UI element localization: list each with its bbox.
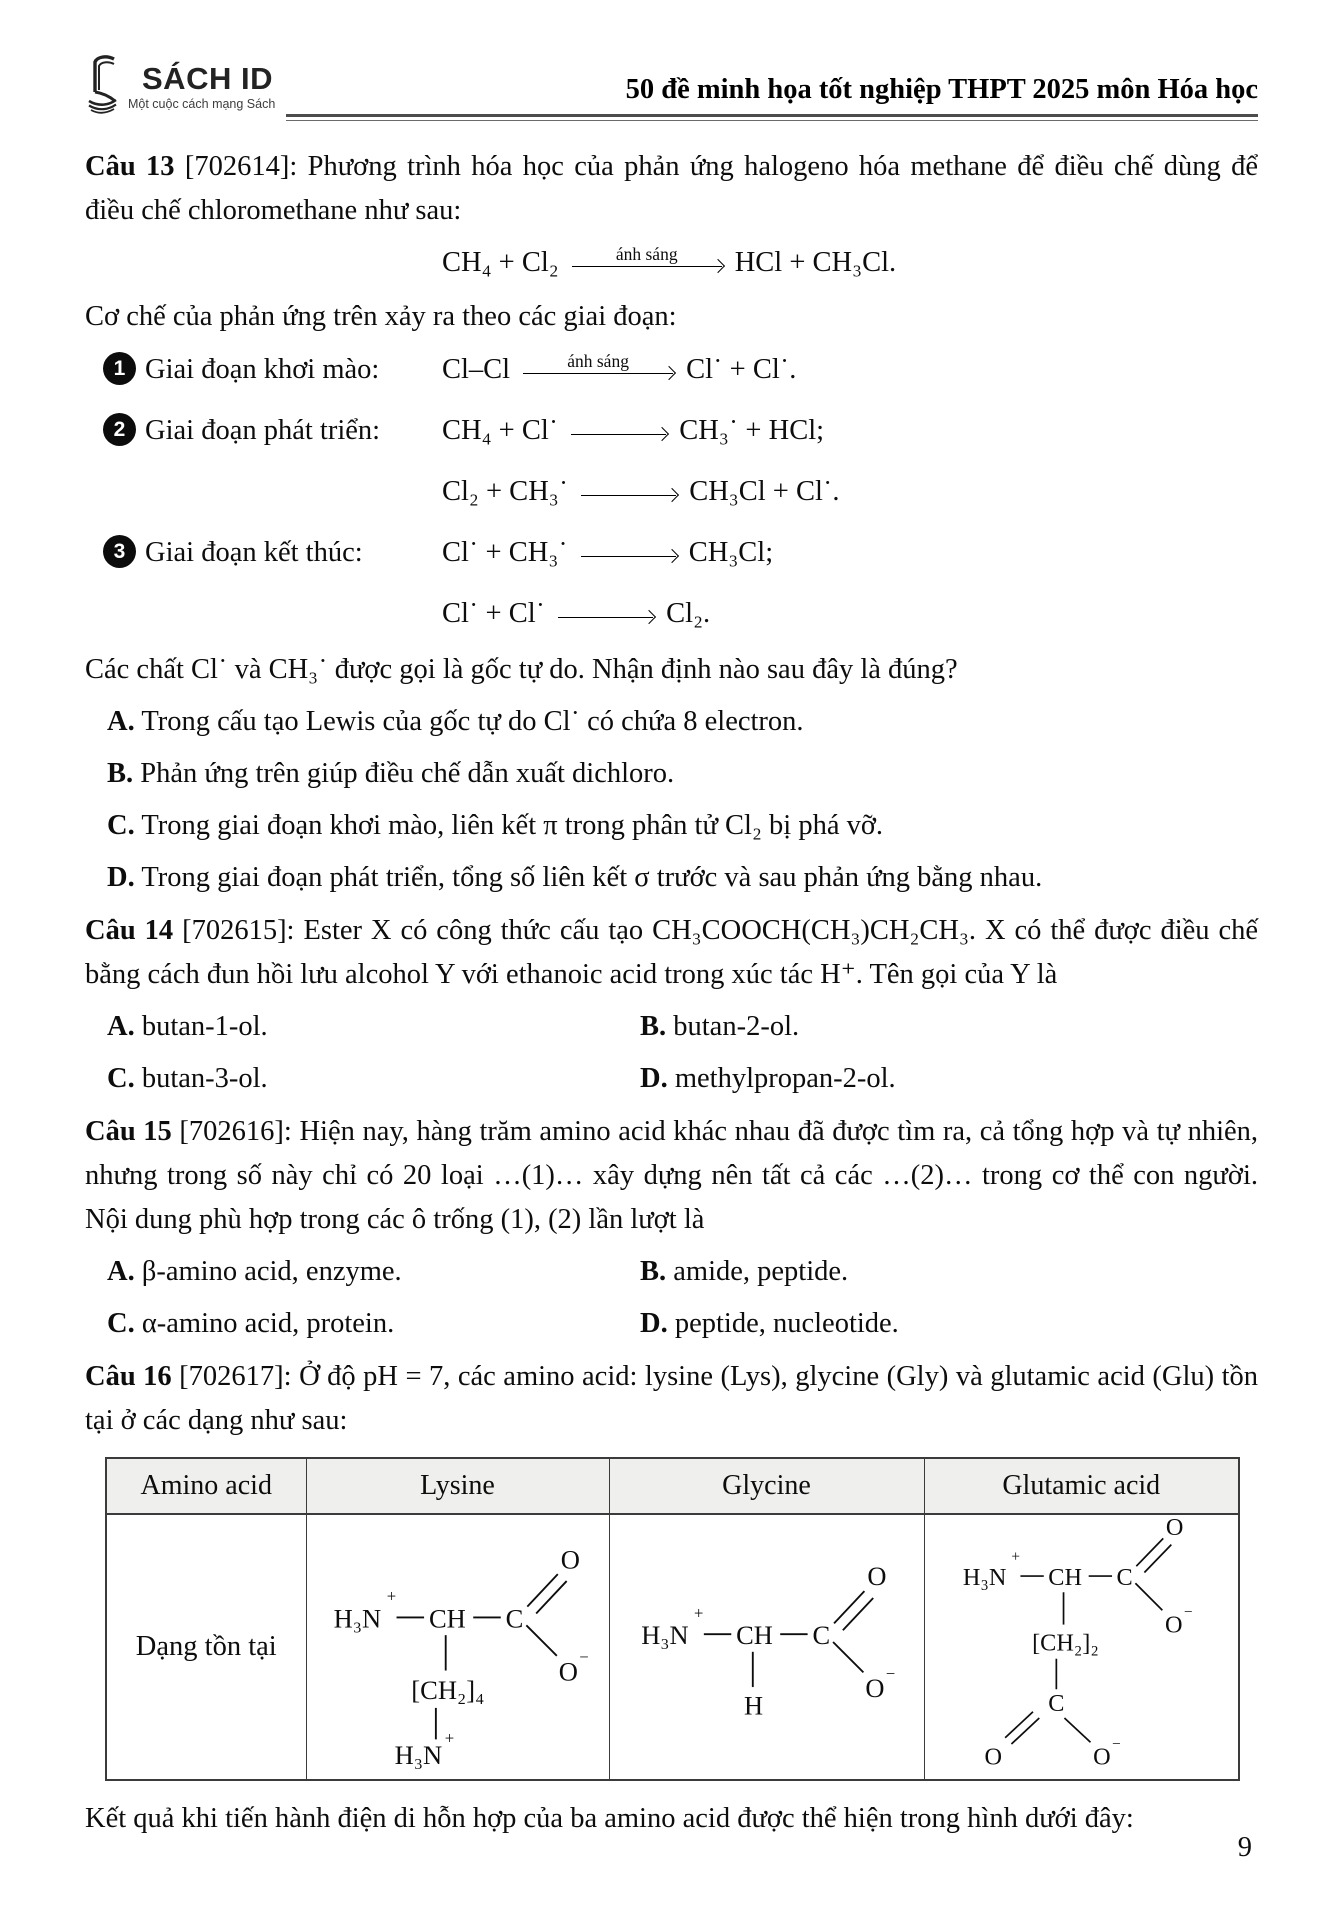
q15-option-b	[618, 1250, 1258, 1294]
question-15	[85, 1110, 1258, 1346]
q13-main-equation	[85, 237, 1258, 289]
q13-option-a	[85, 700, 1258, 744]
stage-1-badge	[103, 352, 136, 385]
plus-charge: +	[386, 1586, 397, 1606]
sach-id-logo	[85, 52, 275, 114]
option-text: α-amino acid, protein.	[141, 1308, 395, 1339]
stage-2b-eq-right: CH₃Cl + Cl˙.	[689, 475, 840, 507]
lysine-chain-label: [CH₂]₄	[411, 1675, 485, 1706]
option-letter: C.	[107, 1308, 135, 1339]
stage-3b-eq-right: Cl₂.	[666, 597, 711, 629]
glutamic-o-label: O	[1165, 1515, 1184, 1541]
glutamic-h3n-label: H₃N	[962, 1564, 1007, 1592]
stage-3-badge	[103, 535, 136, 568]
arrow-condition-label: ánh sáng	[615, 244, 678, 264]
q14-option-c	[85, 1057, 618, 1101]
arrow-condition-label: ánh sáng	[567, 350, 629, 371]
lysine-h3n-label: H₃N	[333, 1603, 382, 1634]
stage-2-equation	[442, 400, 824, 461]
stage-2-equation-2	[442, 461, 840, 522]
reaction-arrow-labeled	[572, 246, 722, 280]
q14-code: [702615]:	[182, 915, 295, 946]
page-number: 9	[1237, 1832, 1252, 1863]
option-text: Trong giai đoạn khơi mào, liên kết π trong phân tử Cl₂ bị phá vỡ.	[141, 810, 884, 841]
main-eq-right: HCl + CH₃Cl.	[734, 247, 897, 278]
q15-option-a	[85, 1250, 618, 1294]
main-eq-left: CH₄ + Cl₂	[442, 247, 559, 278]
right-arrow-icon	[558, 617, 653, 618]
logo-title: SÁCH ID	[142, 61, 273, 96]
glycine-ch-label: CH	[736, 1619, 773, 1650]
stage-3-row	[85, 522, 1258, 583]
option-letter: D.	[640, 1308, 668, 1339]
q16-intro-text: Ở độ pH = 7, các amino acid: lysine (Lys), glycine (Gly) và glutamic acid (Glu) tồn tại ở các dạng như sau:	[85, 1361, 1259, 1436]
stage-3-label: Giai đoạn kết thúc:	[145, 537, 363, 568]
glutamic-acid-structure	[934, 1515, 1229, 1771]
stage-1-number: 1	[113, 356, 126, 380]
lysine-ch-label: CH	[428, 1603, 466, 1634]
lysine-o-minus-label: O	[558, 1656, 578, 1687]
glutamic-c-label: C	[1116, 1564, 1133, 1592]
col-header-lysine: Lysine	[306, 1458, 609, 1514]
stage-1-row	[85, 339, 1258, 400]
lysine-c-label: C	[505, 1603, 524, 1634]
stage-3-eq-right: CH₃Cl;	[688, 536, 774, 568]
option-text: methylpropan-2-ol.	[674, 1063, 896, 1094]
stage-2-row	[85, 400, 1258, 461]
row-label-cell: Dạng tồn tại	[106, 1514, 306, 1780]
stage-1-eq-right: Cl˙ + Cl˙.	[686, 353, 797, 385]
q13-number: Câu 13	[85, 151, 175, 182]
minus-charge: −	[885, 1664, 896, 1684]
reaction-arrow-labeled	[523, 350, 673, 387]
logo-text	[128, 52, 276, 111]
q14-option-a	[85, 1005, 618, 1049]
reaction-arrow	[581, 536, 676, 570]
right-arrow-icon	[571, 434, 666, 435]
option-letter: C.	[107, 810, 135, 841]
lysine-structure-cell	[306, 1514, 609, 1780]
q16-code: [702617]:	[179, 1361, 292, 1392]
question-13	[85, 145, 1258, 900]
stage-3b-eq-left: Cl˙ + Cl˙	[442, 597, 546, 629]
q16-intro	[85, 1355, 1258, 1443]
logo-tagline: Một cuộc cách mạng Sách	[128, 97, 276, 111]
right-arrow-icon	[523, 373, 673, 374]
q15-options	[85, 1242, 1258, 1346]
minus-charge: −	[1111, 1735, 1121, 1753]
glutamic-o2-minus-label: O	[1092, 1743, 1111, 1771]
q13-intro	[85, 145, 1258, 233]
glutamic-ch-label: CH	[1048, 1564, 1082, 1592]
q16-number: Câu 16	[85, 1361, 172, 1392]
col-header-glutamic-acid: Glutamic acid	[924, 1458, 1239, 1514]
glycine-c-label: C	[812, 1619, 831, 1650]
q15-number: Câu 15	[85, 1116, 172, 1147]
glycine-structure-cell	[609, 1514, 924, 1780]
stage-3-equation	[442, 522, 773, 583]
stage-1-eq-left: Cl–Cl	[442, 353, 511, 385]
stage-3-continued-row	[85, 583, 1258, 644]
q14-intro	[85, 909, 1258, 997]
q13-mechanism-intro: Cơ chế của phản ứng trên xảy ra theo các giai đoạn:	[85, 301, 677, 332]
reaction-arrow	[571, 414, 666, 448]
col-header-amino-acid: Amino acid	[106, 1458, 306, 1514]
glycine-structure	[619, 1550, 914, 1736]
q15-intro	[85, 1110, 1258, 1242]
glutamic-o-minus-label: O	[1164, 1611, 1183, 1639]
stage-2-continued-row	[85, 461, 1258, 522]
q13-option-c	[85, 804, 1258, 848]
option-letter: A.	[107, 1011, 135, 1042]
document-title: 50 đề minh họa tốt nghiệp THPT 2025 môn Hóa học	[625, 74, 1258, 105]
stage-2-number: 2	[113, 417, 126, 441]
option-text: butan-1-ol.	[141, 1011, 268, 1042]
stage-3-equation-2	[442, 583, 710, 644]
option-text: peptide, nucleotide.	[674, 1308, 899, 1339]
option-letter: D.	[640, 1063, 668, 1094]
plus-charge: +	[694, 1603, 704, 1623]
q14-option-d	[618, 1057, 1258, 1101]
option-letter: B.	[640, 1256, 667, 1287]
glutamic-chain-label: [CH₂]₂	[1031, 1629, 1099, 1657]
lysine-o-label: O	[560, 1544, 580, 1575]
glycine-h-label: H	[743, 1690, 764, 1721]
q13-option-d	[85, 856, 1258, 900]
question-14	[85, 909, 1258, 1101]
q14-number: Câu 14	[85, 915, 174, 946]
reaction-arrow	[558, 597, 653, 631]
glutamic-o2-label: O	[984, 1743, 1002, 1771]
table-header-row	[106, 1458, 1239, 1514]
option-letter: B.	[640, 1011, 667, 1042]
q16-closing: Kết quả khi tiến hành điện di hỗn hợp của ba amino acid được thể hiện trong hình dưới đây:	[85, 1803, 1134, 1834]
stage-2-eq-right: CH₃˙ + HCl;	[679, 414, 825, 446]
option-text: Trong giai đoạn phát triển, tổng số liên kết σ trước và sau phản ứng bằng nhau.	[141, 862, 1043, 893]
option-letter: A.	[107, 1256, 135, 1287]
option-letter: A.	[107, 706, 135, 737]
lysine-structure	[310, 1517, 605, 1769]
q14-intro-text: Ester X có công thức cấu tạo CH₃COOCH(CH₃)CH₂CH₃. X có thể được điều chế bằng cách đun hồi lưu alcohol Y với ethanoic acid trong xúc tác H⁺. Tên gọi của Y là	[85, 915, 1259, 990]
stage-1-label: Giai đoạn khơi mào:	[145, 354, 380, 385]
right-arrow-icon	[581, 556, 676, 557]
stage-3-number: 3	[113, 539, 126, 563]
minus-charge: −	[579, 1647, 589, 1667]
q13-question: Các chất Cl˙ và CH₃˙ được gọi là gốc tự do. Nhận định nào sau đây là đúng?	[85, 654, 958, 685]
glutamic-c2-label: C	[1048, 1689, 1065, 1717]
option-text: Phản ứng trên giúp điều chế dẫn xuất dichloro.	[140, 758, 675, 789]
header-divider	[286, 114, 1258, 121]
table-row	[106, 1514, 1239, 1780]
option-letter: D.	[107, 862, 135, 893]
glutamic-structure-cell	[924, 1514, 1239, 1780]
plus-charge: +	[1011, 1548, 1020, 1566]
glycine-o-label: O	[867, 1561, 887, 1592]
page-header	[85, 50, 1258, 136]
stage-2b-eq-left: Cl₂ + CH₃˙	[442, 475, 569, 507]
right-arrow-icon	[572, 266, 722, 267]
q13-intro-text: Phương trình hóa học của phản ứng halogeno hóa methane để điều chế dùng để điều chế chloromethane như sau:	[85, 151, 1259, 226]
stage-2-eq-left: CH₄ + Cl˙	[442, 414, 559, 446]
stage-3-eq-left: Cl˙ + CH₃˙	[442, 536, 568, 568]
q15-option-c	[85, 1302, 618, 1346]
stage-2-label: Giai đoạn phát triển:	[145, 415, 381, 446]
option-text: β-amino acid, enzyme.	[141, 1256, 402, 1287]
reaction-arrow	[581, 475, 676, 509]
option-text: Trong cấu tạo Lewis của gốc tự do Cl˙ có chứa 8 electron.	[141, 706, 804, 737]
q13-option-b	[85, 752, 1258, 796]
right-arrow-icon	[581, 495, 676, 496]
col-header-glycine: Glycine	[609, 1458, 924, 1514]
lysine-h3n-bottom-label: H₃N	[394, 1739, 443, 1769]
amino-acid-table	[105, 1457, 1240, 1781]
option-letter: B.	[107, 758, 134, 789]
option-text: butan-2-ol.	[673, 1011, 800, 1042]
q13-code: [702614]:	[184, 151, 298, 182]
q15-code: [702616]:	[179, 1116, 292, 1147]
q14-option-b	[618, 1005, 1258, 1049]
glycine-h3n-label: H₃N	[641, 1619, 689, 1650]
option-text: butan-3-ol.	[141, 1063, 268, 1094]
q15-intro-text: Hiện nay, hàng trăm amino acid khác nhau đã được tìm ra, cả tổng hợp và tự nhiên, nhưng trong số này chỉ có 20 loại …(1)… xây dựng nên tất cả các …(2)… trong cơ thể con người. Nội dung phù hợp trong các ô trống (1), (2) lần lượt là	[85, 1116, 1259, 1235]
q15-option-d	[618, 1302, 1258, 1346]
q14-options	[85, 997, 1258, 1101]
stage-2-badge	[103, 413, 136, 446]
option-text: amide, peptide.	[673, 1256, 849, 1287]
glycine-o-minus-label: O	[865, 1672, 885, 1703]
option-letter: C.	[107, 1063, 135, 1094]
plus-charge: +	[444, 1728, 455, 1748]
minus-charge: −	[1183, 1603, 1193, 1621]
stage-1-equation	[442, 339, 796, 400]
question-16	[85, 1355, 1258, 1841]
